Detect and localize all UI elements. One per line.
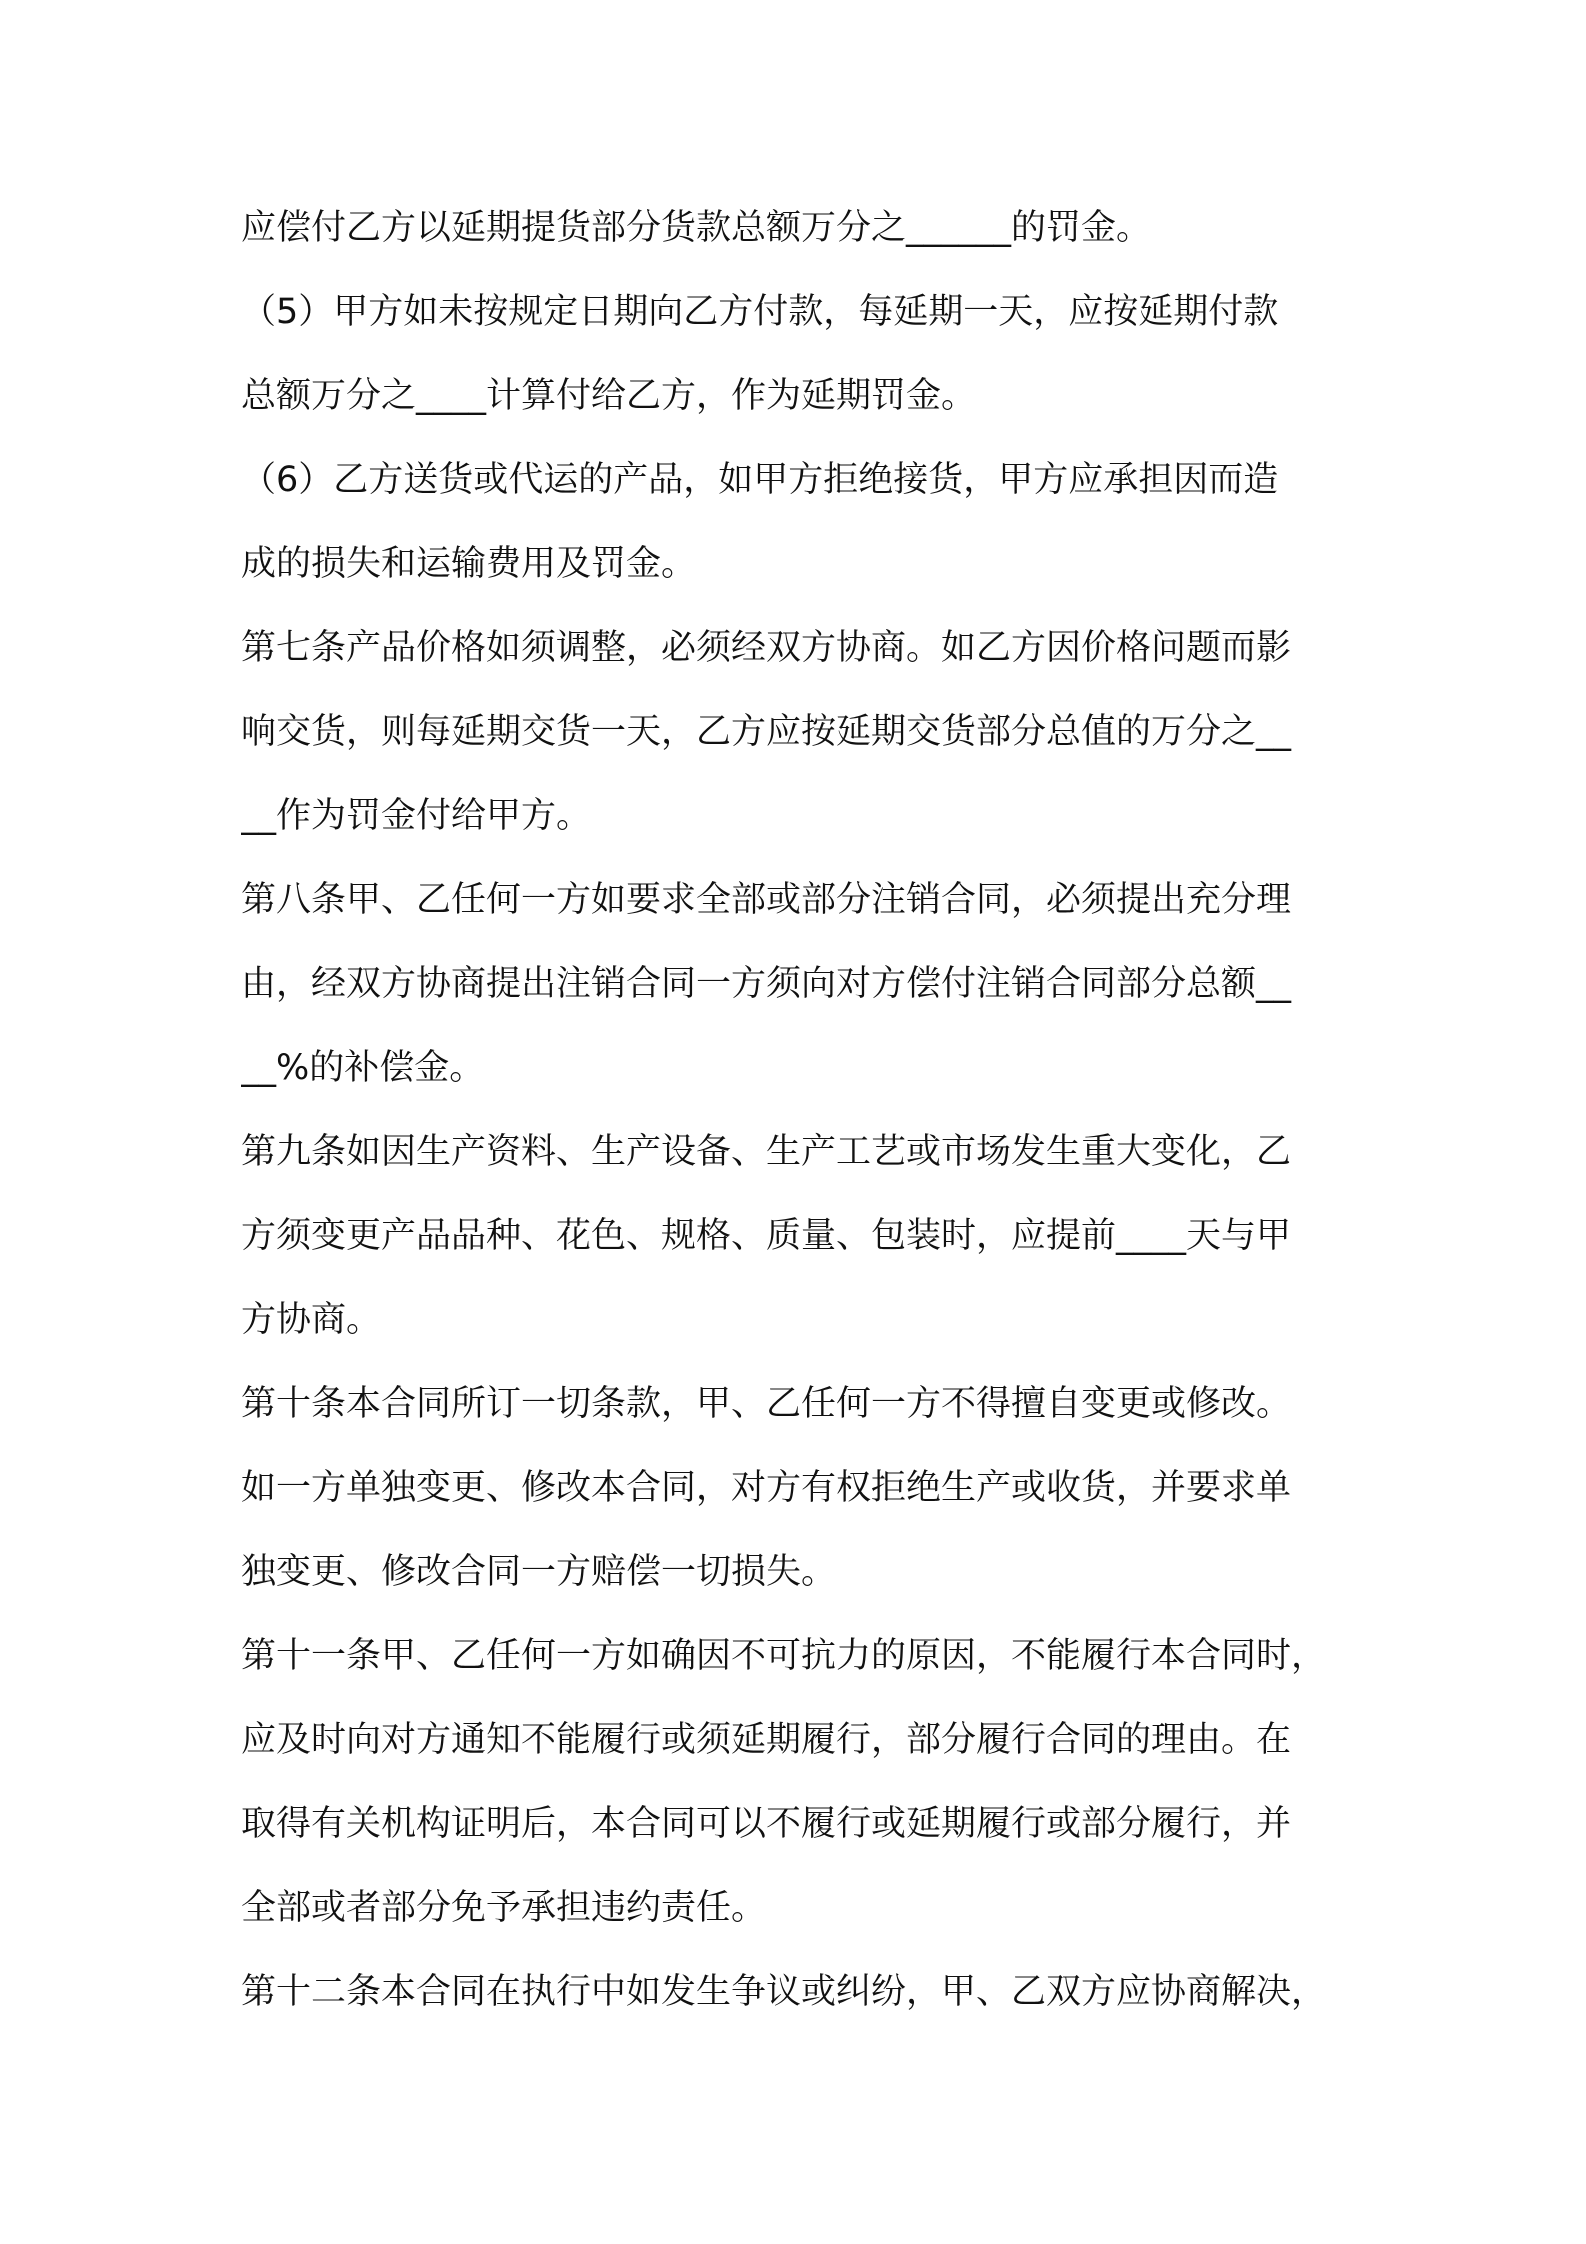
text-line: 第十条本合同所订一切条款，甲、乙任何一方不得擅自变更或修改。 — [241, 1384, 1292, 1424]
text-line: 第八条甲、乙任何一方如要求全部或部分注销合同，必须提出充分理 — [241, 880, 1292, 920]
text-line: 全部或者部分免予承担违约责任。 — [241, 1888, 767, 1928]
text-line: 如一方单独变更、修改本合同，对方有权拒绝生产或收货，并要求单 — [241, 1468, 1292, 1508]
text-line: （6）乙方送货或代运的产品，如甲方拒绝接货，甲方应承担因而造 — [241, 460, 1279, 500]
text-line: 第十二条本合同在执行中如发生争议或纠纷，甲、乙双方应协商解决， — [241, 1972, 1327, 2012]
text-line: 方协商。 — [241, 1300, 382, 1340]
text-line: 应及时向对方通知不能履行或须延期履行，部分履行合同的理由。在 — [241, 1720, 1292, 1760]
text-line: 第七条产品价格如须调整，必须经双方协商。如乙方因价格问题而影 — [241, 628, 1292, 668]
text-line: 应偿付乙方以延期提货部分货款总额万分之______的罚金。 — [241, 208, 1152, 248]
text-line: （5）甲方如未按规定日期向乙方付款，每延期一天，应按延期付款 — [241, 292, 1279, 332]
text-line: __%的补偿金。 — [241, 1048, 485, 1088]
text-line: 取得有关机构证明后，本合同可以不履行或延期履行或部分履行，并 — [241, 1804, 1292, 1844]
text-line: 第九条如因生产资料、生产设备、生产工艺或市场发生重大变化，乙 — [241, 1132, 1292, 1172]
text-line: __作为罚金付给甲方。 — [241, 796, 592, 836]
text-line: 响交货，则每延期交货一天，乙方应按延期交货部分总值的万分之__ — [241, 712, 1292, 752]
text-line: 第十一条甲、乙任何一方如确因不可抗力的原因，不能履行本合同时， — [241, 1636, 1327, 1676]
text-line: 总额万分之____计算付给乙方，作为延期罚金。 — [241, 376, 977, 416]
text-line: 成的损失和运输费用及罚金。 — [241, 544, 697, 584]
text-line: 由，经双方协商提出注销合同一方须向对方偿付注销合同部分总额__ — [241, 964, 1292, 1004]
text-line: 方须变更产品品种、花色、规格、质量、包装时，应提前____天与甲 — [241, 1216, 1292, 1256]
text-line: 独变更、修改合同一方赔偿一切损失。 — [241, 1552, 837, 1592]
